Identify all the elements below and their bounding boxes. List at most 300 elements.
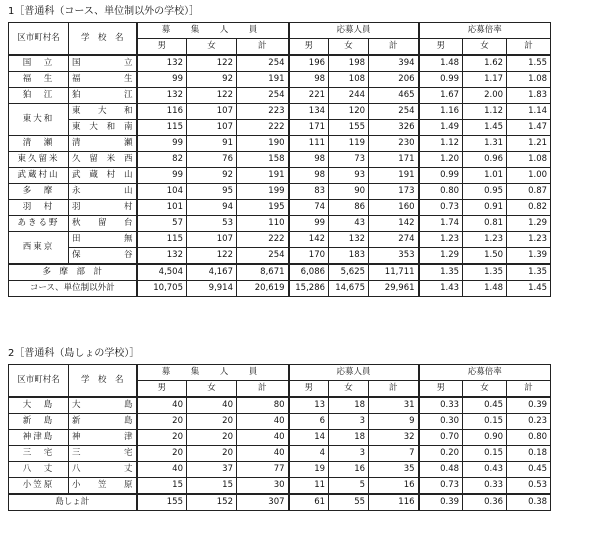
value-cell: 4 xyxy=(289,446,329,462)
value-cell: 86 xyxy=(329,200,369,216)
value-cell: 13 xyxy=(289,397,329,414)
summary-value: 29,961 xyxy=(369,281,419,297)
value-cell: 107 xyxy=(187,232,237,248)
district-cell: 羽 村 xyxy=(9,200,69,216)
school-char: 台 xyxy=(123,218,133,228)
header-school: 学 校 名 xyxy=(69,23,137,56)
school-char: 米 xyxy=(106,154,116,164)
summary-value: 4,504 xyxy=(137,264,187,281)
value-cell: 73 xyxy=(329,152,369,168)
school-cell xyxy=(69,478,137,495)
value-cell: 326 xyxy=(369,120,419,136)
table-row xyxy=(9,200,551,216)
table-row xyxy=(9,216,551,232)
school-char: 蔵 xyxy=(89,170,98,180)
value-cell: 98 xyxy=(289,168,329,184)
value-cell: 0.30 xyxy=(419,414,463,430)
value-cell: 6 xyxy=(289,414,329,430)
value-cell: 134 xyxy=(289,104,329,120)
district-cell: 武蔵村山 xyxy=(9,168,69,184)
value-cell: 394 xyxy=(369,55,419,72)
table-row xyxy=(9,184,551,200)
school-char: 山 xyxy=(123,170,133,180)
value-cell: 171 xyxy=(289,120,329,136)
value-cell: 90 xyxy=(329,184,369,200)
value-cell: 1.23 xyxy=(507,232,551,248)
value-cell: 99 xyxy=(137,136,187,152)
school-cell xyxy=(69,430,137,446)
value-cell: 465 xyxy=(369,88,419,104)
header-female: 女 xyxy=(187,381,237,398)
value-cell: 254 xyxy=(237,88,289,104)
value-cell: 18 xyxy=(329,430,369,446)
value-cell: 1.29 xyxy=(419,248,463,265)
school-char: 宅 xyxy=(123,448,133,458)
school-char: 江 xyxy=(123,90,133,100)
school-cell xyxy=(69,104,137,120)
value-cell: 1.39 xyxy=(507,248,551,265)
school-char: 保 xyxy=(72,250,81,260)
summary-value: 1.45 xyxy=(507,281,551,297)
school-char: 狛 xyxy=(72,90,81,100)
summary-value: 0.36 xyxy=(463,494,507,511)
value-cell: 171 xyxy=(369,152,419,168)
table-section2 xyxy=(8,364,551,511)
value-cell: 40 xyxy=(237,414,289,430)
value-cell: 0.73 xyxy=(419,478,463,495)
school-cell xyxy=(69,120,137,136)
value-cell: 122 xyxy=(187,248,237,265)
value-cell: 53 xyxy=(187,216,237,232)
value-cell: 1.45 xyxy=(463,120,507,136)
district-cell: 西東京 xyxy=(9,232,69,265)
value-cell: 30 xyxy=(237,478,289,495)
school-char: 和 xyxy=(106,122,116,132)
school-cell xyxy=(69,88,137,104)
table-row xyxy=(9,120,551,136)
value-cell: 40 xyxy=(137,397,187,414)
value-cell: 1.47 xyxy=(507,120,551,136)
value-cell: 191 xyxy=(237,168,289,184)
school-cell xyxy=(69,200,137,216)
school-char: 生 xyxy=(123,74,133,84)
summary-value: 55 xyxy=(329,494,369,511)
value-cell: 31 xyxy=(369,397,419,414)
header-female: 女 xyxy=(329,381,369,398)
school-cell xyxy=(69,397,137,414)
value-cell: 1.74 xyxy=(419,216,463,232)
value-cell: 0.33 xyxy=(463,478,507,495)
summary-row xyxy=(9,494,551,511)
value-cell: 206 xyxy=(369,72,419,88)
value-cell: 20 xyxy=(137,430,187,446)
value-cell: 223 xyxy=(237,104,289,120)
school-cell xyxy=(69,414,137,430)
value-cell: 158 xyxy=(237,152,289,168)
school-cell xyxy=(69,152,137,168)
value-cell: 1.12 xyxy=(463,104,507,120)
school-char: 谷 xyxy=(123,250,133,260)
school-char: 原 xyxy=(123,480,133,490)
value-cell: 0.81 xyxy=(463,216,507,232)
table-row xyxy=(9,136,551,152)
value-cell: 190 xyxy=(237,136,289,152)
school-char: 東 xyxy=(72,122,81,132)
value-cell: 0.87 xyxy=(507,184,551,200)
value-cell: 92 xyxy=(187,72,237,88)
value-cell: 7 xyxy=(369,446,419,462)
school-char: 丈 xyxy=(123,464,133,474)
table-row xyxy=(9,446,551,462)
value-cell: 104 xyxy=(137,184,187,200)
summary-value: 1.48 xyxy=(463,281,507,297)
school-char: 清 xyxy=(72,138,81,148)
school-char: 津 xyxy=(123,432,133,442)
school-char: 大 xyxy=(89,122,98,132)
summary-value: 4,167 xyxy=(187,264,237,281)
value-cell: 1.12 xyxy=(419,136,463,152)
value-cell: 115 xyxy=(137,120,187,136)
value-cell: 98 xyxy=(289,152,329,168)
value-cell: 99 xyxy=(289,216,329,232)
value-cell: 92 xyxy=(187,168,237,184)
summary-value: 152 xyxy=(187,494,237,511)
summary-value: 307 xyxy=(237,494,289,511)
table-row xyxy=(9,430,551,446)
summary-label: 島しょ計 xyxy=(9,494,137,511)
value-cell: 191 xyxy=(369,168,419,184)
value-cell: 1.17 xyxy=(463,72,507,88)
value-cell: 0.20 xyxy=(419,446,463,462)
value-cell: 155 xyxy=(329,120,369,136)
value-cell: 16 xyxy=(329,462,369,478)
value-cell: 0.99 xyxy=(419,72,463,88)
school-cell xyxy=(69,216,137,232)
value-cell: 57 xyxy=(137,216,187,232)
value-cell: 101 xyxy=(137,200,187,216)
school-char: 神 xyxy=(72,432,81,442)
summary-value: 15,286 xyxy=(289,281,329,297)
value-cell: 1.62 xyxy=(463,55,507,72)
value-cell: 82 xyxy=(137,152,187,168)
school-cell xyxy=(69,232,137,248)
table-row xyxy=(9,462,551,478)
value-cell: 93 xyxy=(329,168,369,184)
value-cell: 116 xyxy=(137,104,187,120)
school-cell xyxy=(69,72,137,88)
summary-value: 11,711 xyxy=(369,264,419,281)
school-cell xyxy=(69,168,137,184)
value-cell: 353 xyxy=(369,248,419,265)
value-cell: 199 xyxy=(237,184,289,200)
value-cell: 43 xyxy=(329,216,369,232)
summary-value: 14,675 xyxy=(329,281,369,297)
school-char: 秋 xyxy=(72,218,81,228)
school-char: 留 xyxy=(97,218,107,228)
school-char: 武 xyxy=(72,170,81,180)
value-cell: 120 xyxy=(329,104,369,120)
school-cell xyxy=(69,184,137,200)
value-cell: 119 xyxy=(329,136,369,152)
header-total: 計 xyxy=(237,381,289,398)
value-cell: 11 xyxy=(289,478,329,495)
district-cell: 新 島 xyxy=(9,414,69,430)
value-cell: 170 xyxy=(289,248,329,265)
district-cell: 狛 江 xyxy=(9,88,69,104)
value-cell: 0.95 xyxy=(463,184,507,200)
value-cell: 3 xyxy=(329,446,369,462)
district-cell: 三 宅 xyxy=(9,446,69,462)
value-cell: 1.14 xyxy=(507,104,551,120)
value-cell: 132 xyxy=(329,232,369,248)
value-cell: 142 xyxy=(369,216,419,232)
value-cell: 40 xyxy=(237,430,289,446)
school-char: 無 xyxy=(123,234,133,244)
summary-value: 0.38 xyxy=(507,494,551,511)
value-cell: 198 xyxy=(329,55,369,72)
header-total: 計 xyxy=(369,381,419,398)
value-cell: 18 xyxy=(329,397,369,414)
value-cell: 222 xyxy=(237,120,289,136)
table-section1 xyxy=(8,22,551,297)
school-char: 大 xyxy=(97,106,107,116)
header-female: 女 xyxy=(329,39,369,56)
summary-value: 9,914 xyxy=(187,281,237,297)
header-recruit: 募 集 人 員 xyxy=(137,23,289,39)
value-cell: 1.67 xyxy=(419,88,463,104)
value-cell: 254 xyxy=(369,104,419,120)
header-ratio: 応募倍率 xyxy=(419,23,551,39)
header-applicants: 応募人員 xyxy=(289,365,419,381)
school-char: 小 xyxy=(72,480,81,490)
section1-title: 1［普通科（コース、単位制以外の学校）］ xyxy=(8,6,200,17)
school-char: 瀬 xyxy=(123,138,133,148)
value-cell: 77 xyxy=(237,462,289,478)
value-cell: 1.23 xyxy=(463,232,507,248)
summary-value: 1.35 xyxy=(507,264,551,281)
value-cell: 0.82 xyxy=(507,200,551,216)
value-cell: 132 xyxy=(137,88,187,104)
value-cell: 95 xyxy=(187,184,237,200)
district-cell: あきる野 xyxy=(9,216,69,232)
summary-row xyxy=(9,281,551,297)
value-cell: 98 xyxy=(289,72,329,88)
summary-value: 116 xyxy=(369,494,419,511)
value-cell: 1.83 xyxy=(507,88,551,104)
value-cell: 0.48 xyxy=(419,462,463,478)
summary-value: 6,086 xyxy=(289,264,329,281)
value-cell: 221 xyxy=(289,88,329,104)
value-cell: 0.18 xyxy=(507,446,551,462)
header-school: 学 校 名 xyxy=(69,365,137,398)
summary-label: コース、単位制以外計 xyxy=(9,281,137,297)
table-row xyxy=(9,478,551,495)
value-cell: 107 xyxy=(187,104,237,120)
header-total: 計 xyxy=(507,381,551,398)
value-cell: 3 xyxy=(329,414,369,430)
summary-value: 0.39 xyxy=(419,494,463,511)
value-cell: 19 xyxy=(289,462,329,478)
value-cell: 15 xyxy=(187,478,237,495)
value-cell: 160 xyxy=(369,200,419,216)
table-row xyxy=(9,55,551,72)
value-cell: 0.45 xyxy=(463,397,507,414)
district-cell: 八 丈 xyxy=(9,462,69,478)
value-cell: 183 xyxy=(329,248,369,265)
value-cell: 20 xyxy=(137,414,187,430)
value-cell: 0.43 xyxy=(463,462,507,478)
value-cell: 0.91 xyxy=(463,200,507,216)
header-male: 男 xyxy=(419,39,463,56)
school-char: 国 xyxy=(72,58,81,68)
header-applicants: 応募人員 xyxy=(289,23,419,39)
value-cell: 0.96 xyxy=(463,152,507,168)
header-recruit: 募 集 人 員 xyxy=(137,365,289,381)
value-cell: 40 xyxy=(237,446,289,462)
header-male: 男 xyxy=(289,381,329,398)
school-cell xyxy=(69,462,137,478)
value-cell: 14 xyxy=(289,430,329,446)
school-char: 永 xyxy=(72,186,81,196)
school-char: 田 xyxy=(72,234,81,244)
district-cell: 大 島 xyxy=(9,397,69,414)
value-cell: 222 xyxy=(237,232,289,248)
value-cell: 91 xyxy=(187,136,237,152)
school-char: 新 xyxy=(72,416,81,426)
value-cell: 0.90 xyxy=(463,430,507,446)
header-male: 男 xyxy=(137,381,187,398)
value-cell: 274 xyxy=(369,232,419,248)
district-cell: 東久留米 xyxy=(9,152,69,168)
value-cell: 1.50 xyxy=(463,248,507,265)
school-cell xyxy=(69,446,137,462)
school-char: 島 xyxy=(123,416,133,426)
value-cell: 1.23 xyxy=(419,232,463,248)
table-row xyxy=(9,414,551,430)
school-char: 村 xyxy=(106,170,116,180)
summary-label: 多 摩 部 計 xyxy=(9,264,137,281)
value-cell: 173 xyxy=(369,184,419,200)
value-cell: 99 xyxy=(137,72,187,88)
district-cell: 福 生 xyxy=(9,72,69,88)
value-cell: 2.00 xyxy=(463,88,507,104)
summary-value: 61 xyxy=(289,494,329,511)
value-cell: 76 xyxy=(187,152,237,168)
school-char: 羽 xyxy=(72,202,81,212)
value-cell: 94 xyxy=(187,200,237,216)
value-cell: 20 xyxy=(187,430,237,446)
value-cell: 32 xyxy=(369,430,419,446)
district-cell: 東大和 xyxy=(9,104,69,136)
value-cell: 99 xyxy=(137,168,187,184)
value-cell: 122 xyxy=(187,88,237,104)
school-char: 南 xyxy=(123,122,133,132)
value-cell: 0.99 xyxy=(419,168,463,184)
value-cell: 115 xyxy=(137,232,187,248)
school-char: 笠 xyxy=(97,480,107,490)
school-char: 村 xyxy=(123,202,133,212)
value-cell: 16 xyxy=(369,478,419,495)
header-total: 計 xyxy=(369,39,419,56)
value-cell: 142 xyxy=(289,232,329,248)
value-cell: 0.80 xyxy=(507,430,551,446)
school-char: 留 xyxy=(89,154,98,164)
value-cell: 254 xyxy=(237,248,289,265)
value-cell: 0.45 xyxy=(507,462,551,478)
summary-value: 20,619 xyxy=(237,281,289,297)
value-cell: 0.53 xyxy=(507,478,551,495)
summary-value: 1.35 xyxy=(419,264,463,281)
school-cell xyxy=(69,136,137,152)
value-cell: 1.20 xyxy=(419,152,463,168)
header-male: 男 xyxy=(419,381,463,398)
value-cell: 1.48 xyxy=(419,55,463,72)
header-male: 男 xyxy=(137,39,187,56)
value-cell: 196 xyxy=(289,55,329,72)
table-row xyxy=(9,232,551,248)
value-cell: 1.08 xyxy=(507,152,551,168)
school-char: 三 xyxy=(72,448,81,458)
table-row xyxy=(9,168,551,184)
value-cell: 1.01 xyxy=(463,168,507,184)
value-cell: 132 xyxy=(137,248,187,265)
table-row xyxy=(9,104,551,120)
header-female: 女 xyxy=(187,39,237,56)
section2-title: 2［普通科（島しょの学校）］ xyxy=(8,348,140,359)
school-char: 久 xyxy=(72,154,81,164)
value-cell: 9 xyxy=(369,414,419,430)
header-male: 男 xyxy=(289,39,329,56)
value-cell: 195 xyxy=(237,200,289,216)
header-district: 区市町村名 xyxy=(9,365,69,398)
value-cell: 35 xyxy=(369,462,419,478)
value-cell: 20 xyxy=(137,446,187,462)
value-cell: 122 xyxy=(187,55,237,72)
value-cell: 1.21 xyxy=(507,136,551,152)
school-char: 山 xyxy=(123,186,133,196)
value-cell: 1.31 xyxy=(463,136,507,152)
table-row xyxy=(9,248,551,265)
header-female: 女 xyxy=(463,39,507,56)
district-cell: 国 立 xyxy=(9,55,69,72)
value-cell: 0.70 xyxy=(419,430,463,446)
value-cell: 254 xyxy=(237,55,289,72)
school-cell xyxy=(69,55,137,72)
value-cell: 191 xyxy=(237,72,289,88)
value-cell: 132 xyxy=(137,55,187,72)
table-row xyxy=(9,72,551,88)
value-cell: 15 xyxy=(137,478,187,495)
value-cell: 244 xyxy=(329,88,369,104)
value-cell: 40 xyxy=(187,397,237,414)
district-cell: 小笠原 xyxy=(9,478,69,495)
district-cell: 多 摩 xyxy=(9,184,69,200)
summary-row xyxy=(9,264,551,281)
summary-value: 1.35 xyxy=(463,264,507,281)
school-char: 西 xyxy=(123,154,133,164)
value-cell: 0.39 xyxy=(507,397,551,414)
value-cell: 0.33 xyxy=(419,397,463,414)
value-cell: 0.80 xyxy=(419,184,463,200)
value-cell: 37 xyxy=(187,462,237,478)
value-cell: 80 xyxy=(237,397,289,414)
summary-value: 1.43 xyxy=(419,281,463,297)
value-cell: 1.16 xyxy=(419,104,463,120)
value-cell: 74 xyxy=(289,200,329,216)
table-row xyxy=(9,88,551,104)
value-cell: 1.55 xyxy=(507,55,551,72)
value-cell: 1.29 xyxy=(507,216,551,232)
